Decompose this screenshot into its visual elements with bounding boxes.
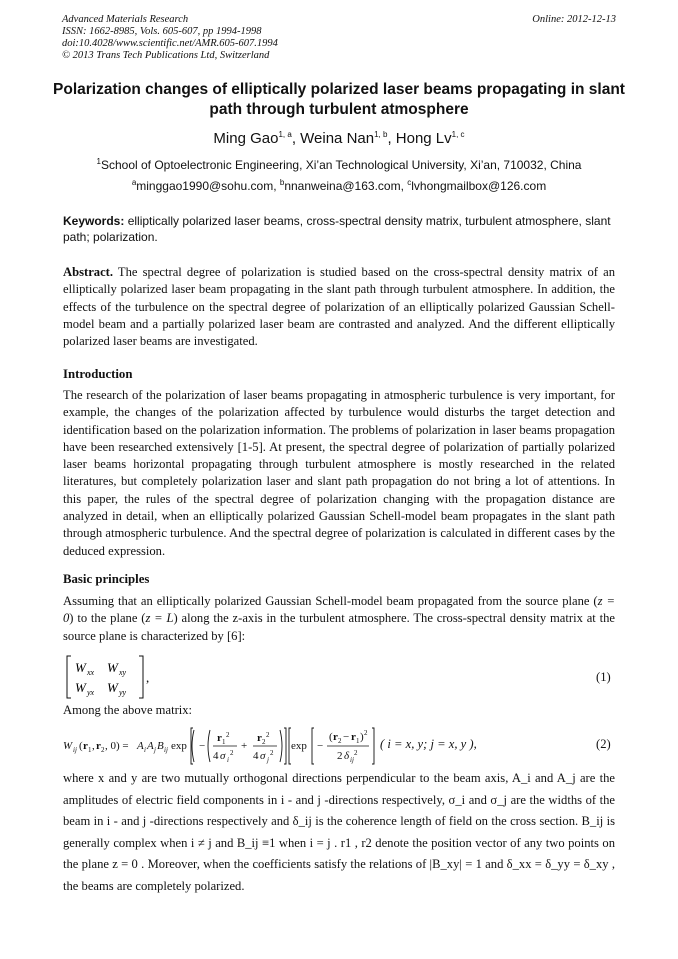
svg-text:B: B <box>157 740 164 752</box>
svg-text:W: W <box>63 740 73 752</box>
email-address[interactable]: nnanweina@163.com <box>284 179 401 193</box>
keywords-text: elliptically polarized laser beams, cross-spectral density matrix, turbulent atmosphere, slant path; polarization. <box>63 214 611 244</box>
equation-2-number: (2) <box>596 737 611 751</box>
svg-text:exp: exp <box>291 740 307 752</box>
svg-text:r: r <box>83 740 88 752</box>
equation-2-condition: ( i = x, y; j = x, y ), <box>380 737 477 751</box>
svg-text:i: i <box>227 756 229 764</box>
svg-text:xy: xy <box>119 668 127 677</box>
svg-text:, 0) =: , 0) = <box>105 740 129 752</box>
svg-text:−: − <box>343 731 350 743</box>
svg-text:exp: exp <box>171 740 187 752</box>
svg-text:xx: xx <box>87 668 95 677</box>
svg-text:,: , <box>92 740 95 752</box>
math-inline: z = 0 <box>63 594 615 626</box>
svg-text:i: i <box>144 746 146 754</box>
svg-text:2: 2 <box>270 749 274 757</box>
affiliation-text: School of Optoelectronic Engineering, Xi’an Technological University, Xi’an, 710032, China <box>100 158 582 172</box>
journal-header <box>62 14 616 62</box>
svg-text:1: 1 <box>88 746 92 754</box>
journal-name: Advanced Materials Research <box>62 14 189 25</box>
keywords <box>63 213 615 245</box>
affiliation-sup: 1 <box>96 157 101 166</box>
author-name: Weina Nan <box>300 130 375 147</box>
svg-text:ij: ij <box>73 746 77 754</box>
svg-text:2: 2 <box>262 738 266 746</box>
svg-text:W: W <box>75 680 86 695</box>
paragraph-text: Assuming that an elliptically polarized Gaussian Schell-model beam propagated from the source plane ( <box>63 594 598 608</box>
email-sup: a <box>131 178 137 187</box>
svg-text:): ) <box>360 731 364 743</box>
introduction-text: The research of the polarization of laser beams propagating in atmospheric turbulence is very important, for example, the changes of the polarization affected by turbulence would disturbs the target detection and identification based on the polarization information. The problems of polarization in laser beams propagation have been researched extensively [1-5]. At present, the spectral degree of polarization of partially polarized laser beams horizontal propagating through turbulent atmosphere is mostly researched in the related literatures, but completely polarization laser and slant path propagation do not bring a lot of attentions. In this paper, the rules of the spectral degree of polarization changing with the propagation distance are analyzed in detail, when an elliptically polarized Gaussian Schell-model beam propagates in the slant path through atmospheric turbulence. And the spectral degree of polarization is calculated in different cases by the deduced expression. <box>63 388 615 558</box>
where-paragraph: where x and y are two mutually orthogonal directions perpendicular to the beam axis, A_i and A_j are the amplitudes of electric field components in i - and j -directions respectively, σ_i and σ_j are the widths of the beam in i - and j -directions respectively and δ_ij is the coherence length of field on the cross section. B_ij is generally complex when i ≠ j and B_ij ≡1 when i = j . r1 , r2 denote the position vector of any two points on the plane z = 0 . Moreover, when the coefficients satisfy the relations of |B_xy| = 1 and δ_xx = δ_yy = δ_xy , the beams are completely polarized. <box>63 771 615 893</box>
email-sup: c <box>407 178 412 187</box>
author-name: Hong Lv <box>395 130 452 147</box>
svg-text:+: + <box>241 740 248 752</box>
svg-text:−: − <box>199 740 206 752</box>
email-list: $^a$minggao1990@sohu.com, $^b$nnanweina@163.com, $^c$lvhongmailbox@126.com <box>131 178 547 193</box>
math-inline: z = L <box>145 611 174 626</box>
abstract-text: The spectral degree of polarization is studied based on the cross-spectral density matrix of an elliptically polarized laser beam propagating in the slant path through turbulent atmosphere. In addition, the effects of the turbulence on the spectral degree of polarization of an elliptically polarized Gaussian Schell-model beam and a partially polarized laser beam are contrasted and analyzed. And the different elliptically polarized laser beams are investigated. <box>63 265 615 349</box>
svg-text:A: A <box>147 740 154 752</box>
email-address[interactable]: minggao1990@sohu.com <box>136 179 274 193</box>
email-sup: b <box>279 178 285 187</box>
svg-text:2: 2 <box>338 737 342 745</box>
svg-text:4: 4 <box>213 750 219 762</box>
svg-text:σ: σ <box>260 750 266 762</box>
svg-text:r: r <box>351 731 356 743</box>
svg-text:2: 2 <box>364 729 368 737</box>
svg-text:W: W <box>75 660 86 675</box>
author-sup: 1, a <box>278 130 292 139</box>
among-text: Among the above matrix: <box>63 703 193 717</box>
paper-title: Polarization changes of elliptically polarized laser beams propagating in slant path through turbulent atmosphere <box>53 81 625 118</box>
svg-text:2: 2 <box>101 746 105 754</box>
online-date: Online: 2012-12-13 <box>532 14 616 25</box>
author-name: Ming Gao <box>213 130 279 147</box>
equation-1-number: (1) <box>596 670 611 684</box>
svg-text:2: 2 <box>354 749 358 757</box>
svg-text:yx: yx <box>87 688 95 697</box>
svg-text:j: j <box>267 756 269 764</box>
svg-text:2: 2 <box>226 731 230 739</box>
introduction-heading: Introduction <box>63 367 133 381</box>
basic-principles-paragraph <box>63 593 615 645</box>
basic-principles-heading: Basic principles <box>63 572 150 586</box>
svg-text:1: 1 <box>222 738 226 746</box>
keywords-label: Keywords: <box>63 214 125 228</box>
svg-text:2: 2 <box>230 749 234 757</box>
svg-text:ij: ij <box>350 756 354 764</box>
affiliation <box>40 158 638 172</box>
equation-1-matrix <box>63 654 153 700</box>
svg-text:σ: σ <box>220 750 226 762</box>
paragraph-text: ) to the plane ( <box>69 611 146 626</box>
svg-text:(: ( <box>329 731 333 743</box>
svg-text:j: j <box>154 746 156 754</box>
svg-text:ij: ij <box>164 746 168 754</box>
svg-text:A: A <box>137 740 144 752</box>
issn-line: ISSN: 1662-8985, Vols. 605-607, pp 1994-1998 <box>62 26 262 37</box>
svg-text:(: ( <box>79 740 83 752</box>
svg-text:4: 4 <box>253 750 259 762</box>
doi-line: doi:10.4028/www.scientific.net/AMR.605-607.1994 <box>62 38 278 49</box>
svg-text:r: r <box>96 740 101 752</box>
svg-text:2: 2 <box>266 731 270 739</box>
svg-text:2: 2 <box>337 750 343 762</box>
paragraph-text: ) along the z-axis in the turbulent atmosphere. The cross-spectral density matrix at the source plane is characterized by [6]: <box>63 611 615 643</box>
svg-text:,: , <box>146 670 150 685</box>
svg-text:r: r <box>217 732 222 744</box>
abstract-label: Abstract. <box>63 265 114 279</box>
svg-text:yy: yy <box>119 688 127 697</box>
svg-text:δ: δ <box>344 750 350 762</box>
email-address[interactable]: lvhongmailbox@126.com <box>411 179 547 193</box>
author-sup: 1, b <box>374 130 388 139</box>
abstract <box>63 264 615 350</box>
svg-text:1: 1 <box>356 737 360 745</box>
author-sup: 1, c <box>451 130 465 139</box>
svg-text:r: r <box>257 732 262 744</box>
svg-text:W: W <box>107 680 118 695</box>
author-list: Ming Gao$^{1, a}$, Weina Nan$^{1, b}$, Hong Lv$^{1, c}$ <box>213 130 465 147</box>
svg-text:W: W <box>107 660 118 675</box>
copyright-line: © 2013 Trans Tech Publications Ltd, Switzerland <box>62 50 270 61</box>
svg-text:r: r <box>333 731 338 743</box>
svg-text:−: − <box>317 740 324 752</box>
